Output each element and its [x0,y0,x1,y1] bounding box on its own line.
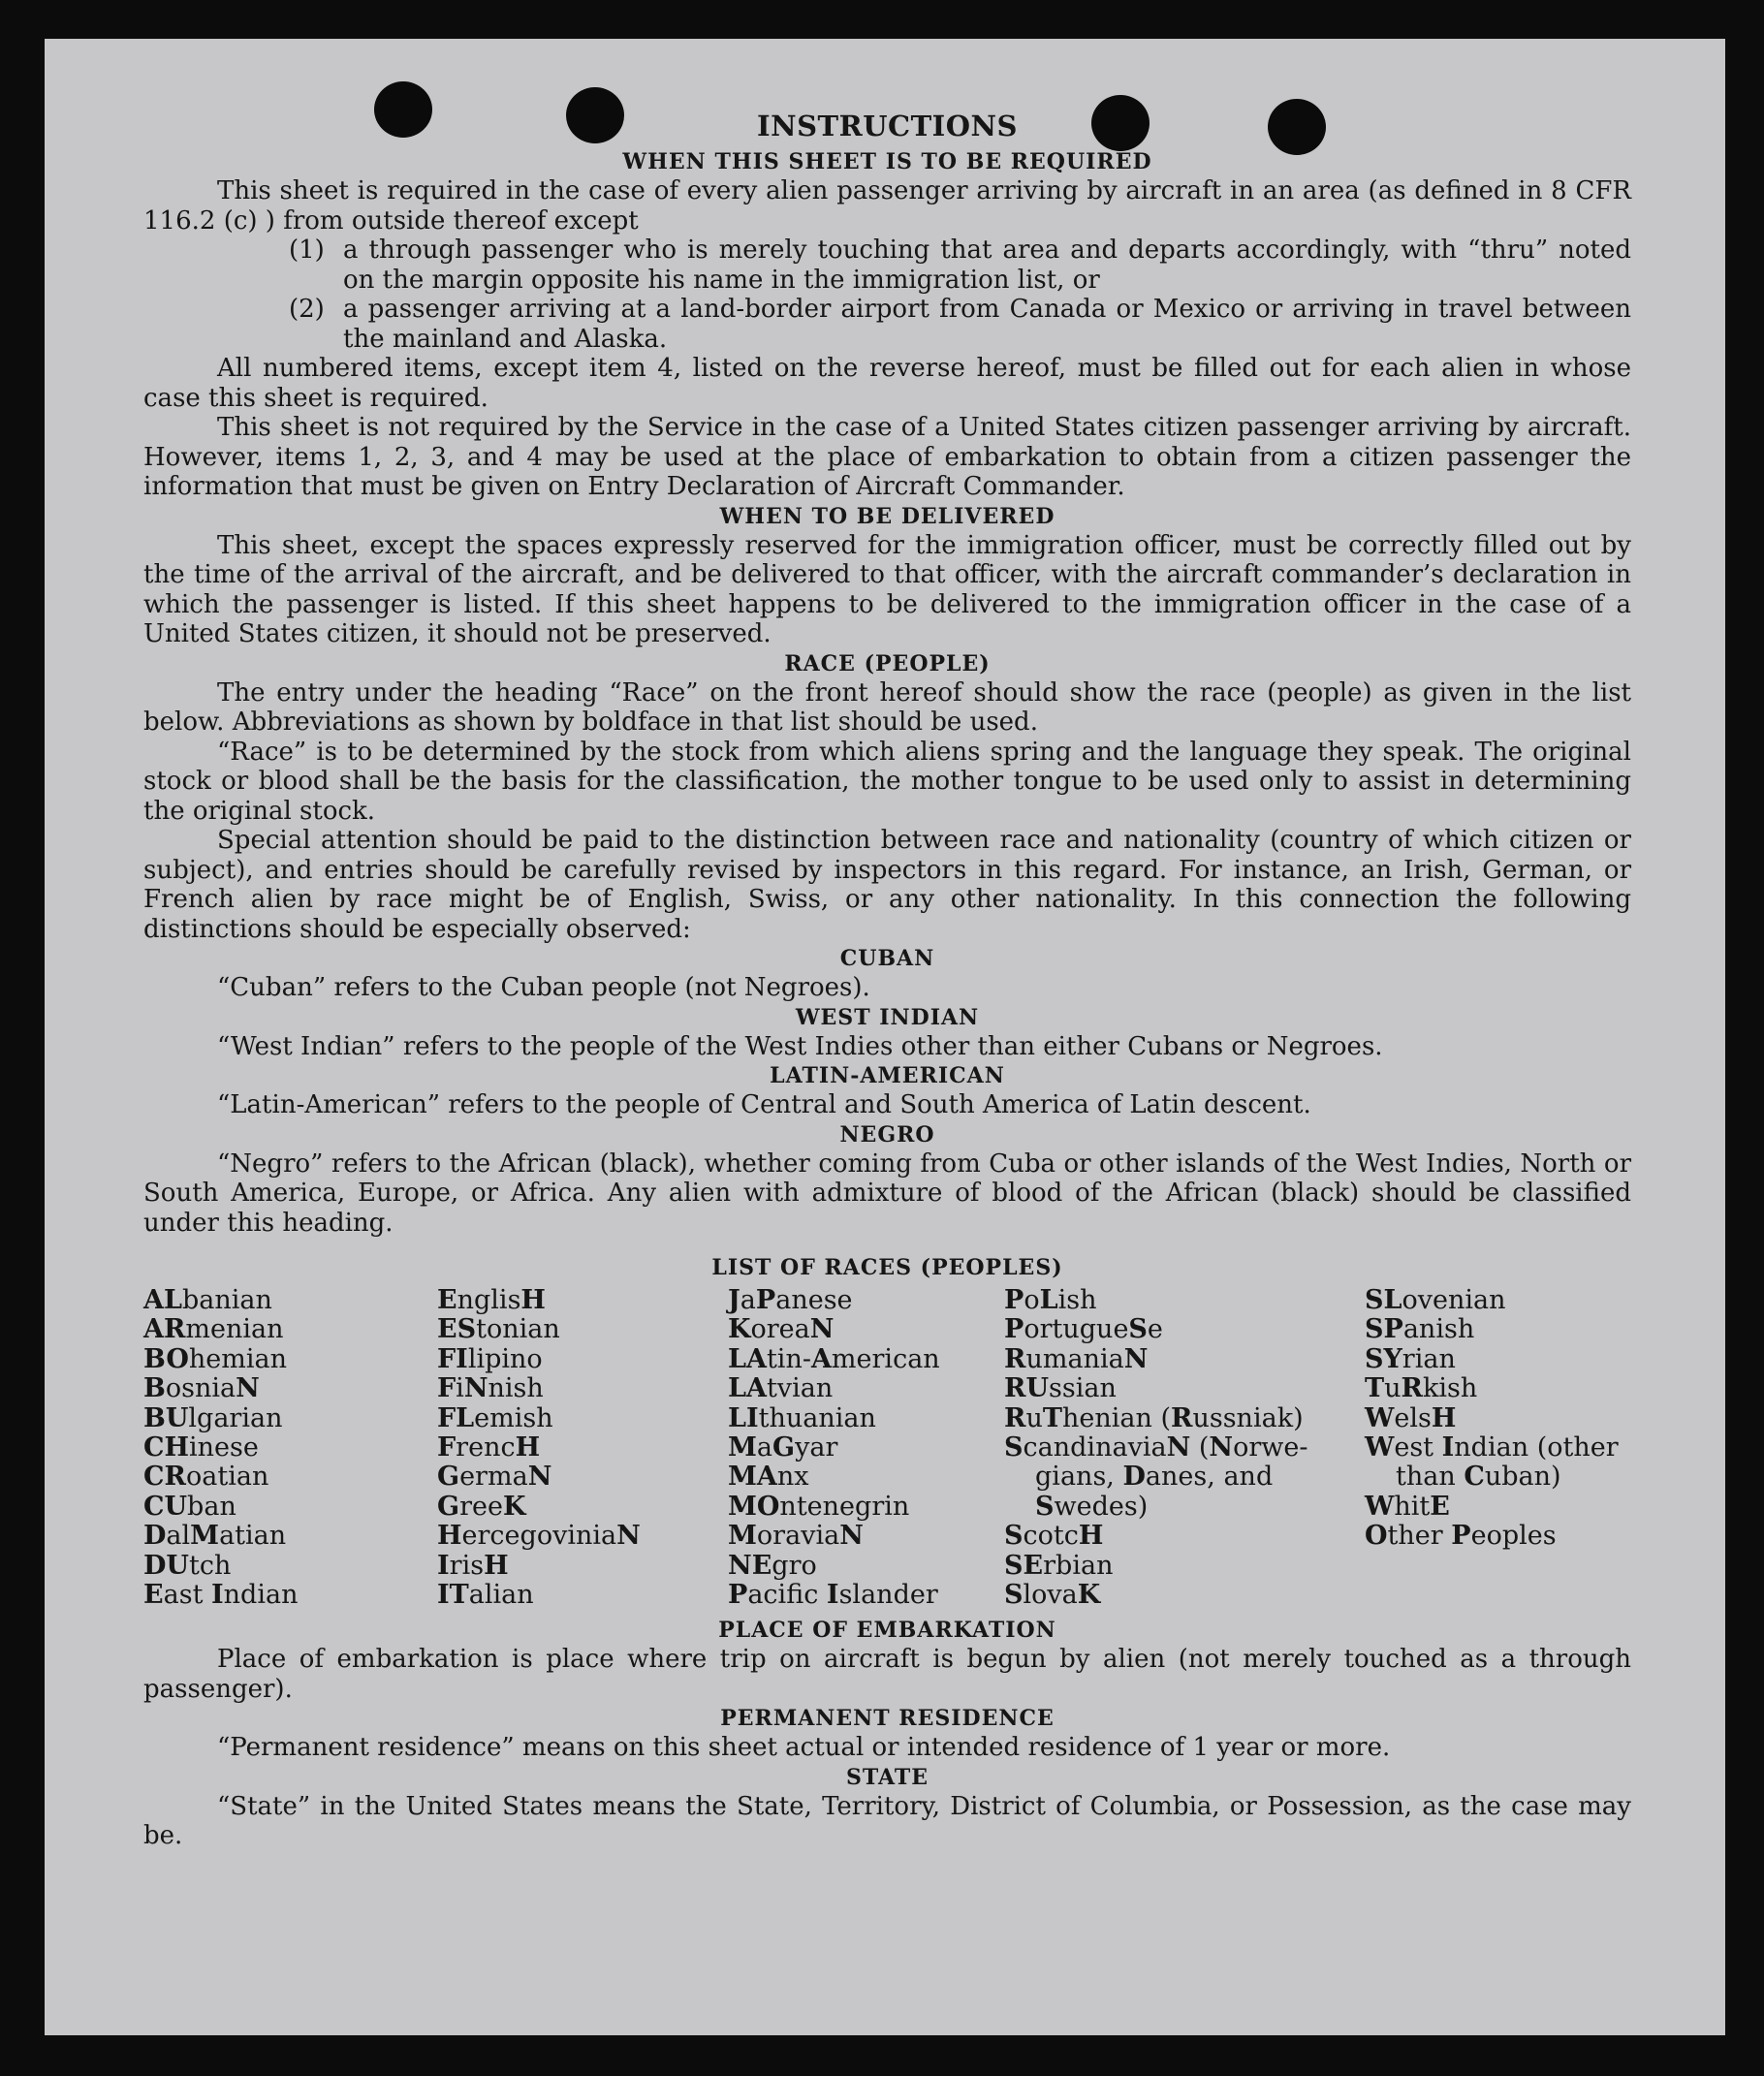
race-column [728,1286,1004,1610]
race-item: RuThenian (Russniak) [1004,1402,1304,1433]
race-item: WelsH [1365,1402,1457,1433]
paragraph: This sheet is not required by the Service in the case of a United States citizen passenger arriving by aircraft. However, items 1, 2, 3, and 4 may be used at the place of embarkation to obtain from a citizen passenger the information that must be given on Entry Declaration of Aircraft Commander. [143,413,1631,501]
paragraph: “Cuban” refers to the Cuban people (not Negroes). [217,973,870,1002]
paragraph: “Permanent residence” means on this sheet actual or intended residence of 1 year or more. [217,1733,1391,1763]
race-item: Other Peoples [1365,1521,1557,1552]
race-column [143,1286,437,1610]
race-item: HercegoviniaN [437,1521,641,1552]
race-item: EStonian [437,1314,560,1345]
section-heading: PLACE OF EMBARKATION [718,1618,1056,1644]
race-item: FrencH [437,1432,541,1463]
race-item: CUban [143,1491,236,1522]
race-item: BOhemian [143,1343,287,1374]
paragraph: “West Indian” refers to the people of the West Indies other than either Cubans or Negroes. [217,1031,1383,1061]
section-heading: RACE (PEOPLE) [784,650,991,676]
numbered-item [143,236,1631,295]
paragraph: “Negro” refers to the African (black), whether coming from Cuba or other islands of the West Indies, North or South America, Europe, or Africa. Any alien with admixture of blood of the African (black) should be classified under this heading. [143,1148,1631,1238]
paragraph: “Latin-American” refers to the people of Central and South America of Latin descent. [217,1090,1311,1119]
race-item: ARmenian [143,1314,284,1345]
section-heading: STATE [845,1764,929,1790]
race-item: ScotcH [1004,1521,1104,1552]
race-item: BosniaN [143,1373,260,1404]
race-item: Pacifc Islander [728,1580,938,1611]
race-item: KoreaN [728,1314,835,1345]
race-item: CHinese [143,1432,259,1463]
race-item: SYrian [1365,1343,1456,1374]
race-item: DUtch [143,1550,232,1581]
race-item: Swedes) [1035,1491,1149,1522]
section-heading: NEGRO [839,1121,935,1148]
item-text: a passenger arriving at a land-border airport from Canada or Mexico or arriving in travel between the mainland and Alaska. [343,295,1631,354]
item-text: a through passenger who is merely touching that area and departs accordingly, with “thru” noted on the margin opposite his name in the immigration list, or [343,236,1631,295]
race-item: RUssian [1004,1373,1117,1404]
race-item: SlovaK [1004,1580,1101,1611]
race-list [143,1286,1631,1610]
race-item: FIlipino [437,1343,543,1374]
document-sheet [45,39,1725,2035]
race-item: EnglisH [437,1285,546,1315]
race-item: LAtin-American [728,1343,940,1374]
race-item: GermaN [437,1462,552,1493]
race-item: TuRkish [1365,1373,1478,1404]
race-item: LAtvian [728,1373,834,1404]
race-item: West Indian (other [1365,1432,1619,1463]
race-item: ALbanian [143,1285,272,1315]
page-title: INSTRUCTIONS [757,110,1018,142]
race-item: MoraviaN [728,1521,864,1552]
race-item: BUlgarian [143,1402,283,1433]
paragraph: This sheet is required in the case of every alien passenger arriving by aircraft in an area (as defined in 8 CFR 116.2 (c) ) from outside thereof except [143,176,1631,236]
instructions-content [143,105,1631,1851]
race-item: PoLish [1004,1285,1097,1315]
section-heading: LIST OF RACES (PEOPLES) [711,1255,1063,1280]
race-item: IrisH [437,1550,509,1581]
section-heading: CUBAN [839,946,935,971]
paragraph: All numbered items, except item 4, listed on the reverse hereof, must be filled out for each alien in whose case this sheet is required. [143,354,1631,413]
section-heading: WHEN THIS SHEET IS TO BE REQUIRED [622,149,1152,174]
item-number: (2) [289,295,325,324]
race-item: East Indian [143,1580,299,1611]
paragraph: “State” in the United States means the State, Territory, District of Columbia, or Possession, as the case may be. [143,1791,1631,1851]
item-number: (1) [289,236,325,265]
race-item: MAnx [728,1462,809,1493]
race-item: NEgro [728,1550,817,1581]
race-item: RumaniaN [1004,1343,1149,1374]
race-item: CRoatian [143,1462,269,1493]
race-item: gians, Danes, and [1035,1462,1274,1493]
race-item: ScandinaviaN (Norwe- [1004,1432,1308,1463]
race-item: WhitE [1365,1491,1450,1522]
paragraph: Special attention should be paid to the distinction between race and nationality (country of which citizen or subject), and entries should be carefully revised by inspectors in this regard. For instance, an Irish, German, or French alien by race might be of English, Swiss, or any other nationality. In this connection the following distinctions should be especially observed: [143,826,1631,944]
paragraph: Place of embarkation is place where trip on aircraft is begun by alien (not merely touched as a through passenger). [143,1645,1631,1704]
paragraph: The entry under the heading “Race” on the front hereof should show the race (people) as given in the list below. Abbreviations as shown by boldface in that list should be used. [143,677,1631,737]
race-item: SPanish [1365,1314,1475,1345]
race-item: DalMatian [143,1521,287,1552]
race-item: FLemish [437,1402,553,1433]
section-heading: WEST INDIAN [795,1004,980,1030]
race-item: ITalian [437,1580,534,1611]
paragraph: “Race” is to be determined by the stock from which aliens spring and the language they speak. The original stock or blood shall be the basis for the classification, the mother tongue to be used only to assist in determining the original stock. [143,737,1631,826]
race-column [437,1286,728,1610]
race-item: than Cuban) [1396,1462,1561,1493]
race-column [1365,1286,1631,1610]
race-item: FiNnish [437,1373,544,1404]
section-heading: PERMANENT RESIDENCE [720,1706,1055,1732]
section-heading: WHEN TO BE DELIVERED [719,503,1055,529]
race-item: MOntenegrin [728,1491,910,1522]
race-column [1004,1286,1365,1610]
numbered-item [143,295,1631,354]
race-item: MaGyar [728,1432,838,1463]
race-item: JaPanese [728,1285,853,1315]
race-item: LIthuanian [728,1402,876,1433]
section-heading: LATIN-AMERICAN [770,1063,1005,1088]
paragraph: This sheet, except the spaces expressly reserved for the immigration officer, must be correctly filled out by the time of the arrival of the aircraft, and be delivered to that officer, with the aircraft commander’s declaration in which the passenger is listed. If this sheet happens to be delivered to the immigration officer in the case of a United States citizen, it should not be preserved. [143,530,1631,648]
race-item: GreeK [437,1491,526,1522]
race-item: SErbian [1004,1550,1114,1581]
race-item: PortugueSe [1004,1314,1163,1345]
race-item: SLovenian [1365,1285,1506,1315]
